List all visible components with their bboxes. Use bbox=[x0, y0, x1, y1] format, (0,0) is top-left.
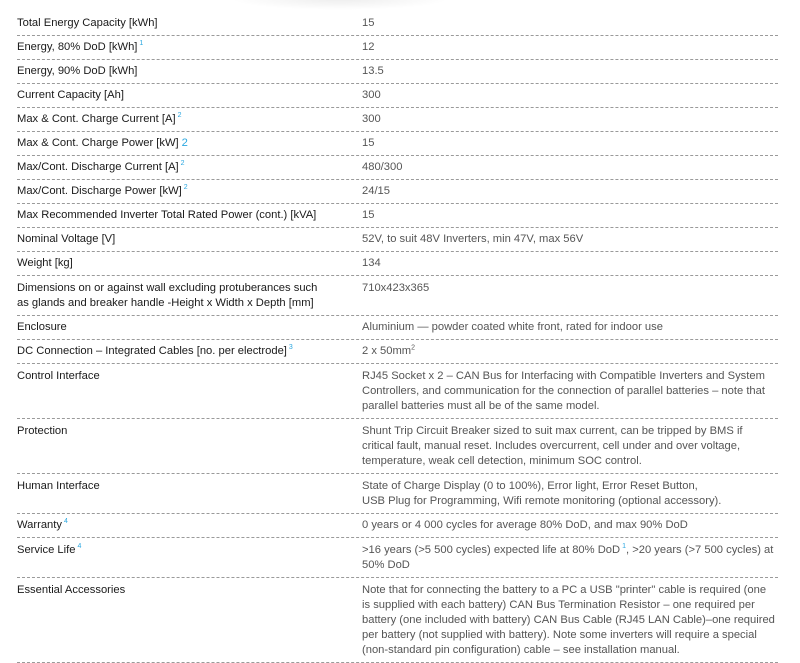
footnote-marker: 3 bbox=[288, 344, 293, 352]
spec-value: 12 bbox=[362, 41, 375, 53]
spec-row-control-interface bbox=[17, 364, 778, 419]
value-line: Shunt Trip Circuit Breaker sized to suit max current, can be tripped by BMS if bbox=[362, 425, 743, 437]
spec-row-enclosure bbox=[17, 316, 778, 340]
value-line: RJ45 Socket x 2 – CAN Bus for Interfacing with Compatible Inverters and System bbox=[362, 370, 765, 382]
footnote-marker: 4 bbox=[63, 518, 68, 526]
value-line: (non-standard pin configuration) cable – see installation manual. bbox=[362, 644, 680, 656]
label-line: as glands and breaker handle -Height x Width x Depth [mm] bbox=[17, 297, 314, 309]
value-line: battery (one included with battery) CAN Bus Cable (RJ45 LAN Cable)–one required bbox=[362, 614, 775, 626]
spec-label bbox=[17, 276, 362, 315]
spec-label: Nominal Voltage [V] bbox=[17, 233, 116, 245]
specifications-table bbox=[17, 12, 778, 663]
spec-row-dimensions bbox=[17, 276, 778, 316]
spec-row-service-life bbox=[17, 538, 778, 578]
spec-label: Max/Cont. Discharge Power [kW] $^2$ bbox=[17, 184, 188, 197]
spec-label: Protection bbox=[17, 425, 68, 437]
spec-value bbox=[362, 538, 778, 577]
value-line: USB Plug for Programming, Wifi remote monitoring (optional accessory). bbox=[362, 495, 722, 507]
spec-row-charge-power bbox=[17, 132, 778, 156]
spec-row-charge-current bbox=[17, 108, 778, 132]
spec-row-energy-80 bbox=[17, 36, 778, 60]
value-line: critical fault, manual reset. Includes overcurrent, cell under and over voltage, bbox=[362, 440, 741, 452]
spec-row-total-energy bbox=[17, 12, 778, 36]
spec-label: Weight [kg] bbox=[17, 257, 73, 269]
spec-value bbox=[362, 419, 778, 473]
spec-row-essential-accessories bbox=[17, 578, 778, 663]
footnote-marker: 2 bbox=[181, 137, 188, 149]
decorative-shadow bbox=[230, 0, 450, 10]
spec-label: Max/Cont. Discharge Current [A] $^2$ bbox=[17, 160, 185, 173]
value-line: temperature, weak cell detection, minimum SOC control. bbox=[362, 455, 642, 467]
footnote-marker: 4 bbox=[77, 543, 82, 551]
spec-value: 15 bbox=[362, 209, 375, 221]
spec-label: Energy, 80% DoD [kWh] $^1$ bbox=[17, 40, 144, 53]
spec-label: Max Recommended Inverter Total Rated Power (cont.) [kVA] bbox=[17, 209, 317, 221]
spec-value: 300 bbox=[362, 89, 381, 101]
spec-label: Total Energy Capacity [kWh] bbox=[17, 17, 158, 29]
spec-value: 24/15 bbox=[362, 185, 390, 197]
spec-label: Control Interface bbox=[17, 370, 100, 382]
value-line: >16 years (>5 500 cycles) expected life at 80% DoD $^1$, >20 years (>7 500 cycles) at bbox=[362, 543, 774, 556]
spec-row-energy-90 bbox=[17, 60, 778, 84]
spec-row-inverter-power bbox=[17, 204, 778, 228]
spec-value: 710x423x365 bbox=[362, 282, 430, 294]
footnote-marker: 2 bbox=[183, 184, 188, 192]
value-line: per battery (not supplied with battery). Note some inverters will require a special bbox=[362, 629, 757, 641]
value-line: State of Charge Display (0 to 100%), Error light, Error Reset Button, bbox=[362, 480, 698, 492]
spec-row-discharge-current bbox=[17, 156, 778, 180]
spec-label: Service Life $^4$ bbox=[17, 543, 82, 556]
superscript: 2 bbox=[411, 344, 416, 352]
spec-value bbox=[362, 474, 778, 513]
value-line: Controllers, and communication for the connection of parallel batteries – note that bbox=[362, 385, 765, 397]
spec-value: 300 bbox=[362, 113, 381, 125]
spec-label: Max & Cont. Charge Power [kW] 2 bbox=[17, 137, 188, 149]
spec-label: Max & Cont. Charge Current [A] $^2$ bbox=[17, 112, 182, 125]
spec-label: Essential Accessories bbox=[17, 584, 126, 596]
spec-row-protection bbox=[17, 419, 778, 474]
spec-value: 0 years or 4 000 cycles for average 80% DoD, and max 90% DoD bbox=[362, 519, 688, 531]
spec-label: Warranty $^4$ bbox=[17, 518, 68, 531]
value-line: 50% DoD bbox=[362, 559, 410, 571]
footnote-marker: 2 bbox=[180, 160, 185, 168]
spec-label: Human Interface bbox=[17, 480, 100, 492]
spec-row-warranty bbox=[17, 514, 778, 538]
spec-label: Energy, 90% DoD [kWh] bbox=[17, 65, 138, 77]
spec-value bbox=[362, 578, 778, 662]
spec-value: 52V, to suit 48V Inverters, min 47V, max 56V bbox=[362, 233, 584, 245]
spec-value: 480/300 bbox=[362, 161, 403, 173]
spec-row-current-capacity bbox=[17, 84, 778, 108]
spec-value: 15 bbox=[362, 17, 375, 29]
spec-row-human-interface bbox=[17, 474, 778, 514]
footnote-marker: 2 bbox=[177, 112, 182, 120]
spec-row-discharge-power bbox=[17, 180, 778, 204]
spec-value: 15 bbox=[362, 137, 375, 149]
spec-row-weight bbox=[17, 252, 778, 276]
value-line: parallel batteries must all be of the same model. bbox=[362, 400, 600, 412]
value-line: is supplied with each battery) CAN Bus Termination Resistor – one required per bbox=[362, 599, 755, 611]
spec-value: Aluminium — powder coated white front, rated for indoor use bbox=[362, 321, 663, 333]
footnote-marker: 1 bbox=[139, 40, 144, 48]
spec-value: 2 x $50mm^2$ bbox=[362, 344, 416, 357]
footnote-marker: 1 bbox=[622, 543, 626, 551]
spec-label: Current Capacity [Ah] bbox=[17, 89, 124, 101]
spec-label: DC Connection – Integrated Cables [no. per electrode] $^3$ bbox=[17, 344, 293, 357]
label-line: Dimensions on or against wall excluding protuberances such bbox=[17, 282, 318, 294]
spec-value bbox=[362, 364, 778, 418]
spec-value: 13.5 bbox=[362, 65, 384, 77]
spec-value: 134 bbox=[362, 257, 381, 269]
value-line: Note that for connecting the battery to a PC a USB "printer" cable is required (one bbox=[362, 584, 767, 596]
spec-row-dc-connection bbox=[17, 340, 778, 364]
spec-row-nominal-voltage bbox=[17, 228, 778, 252]
spec-label: Enclosure bbox=[17, 321, 67, 333]
